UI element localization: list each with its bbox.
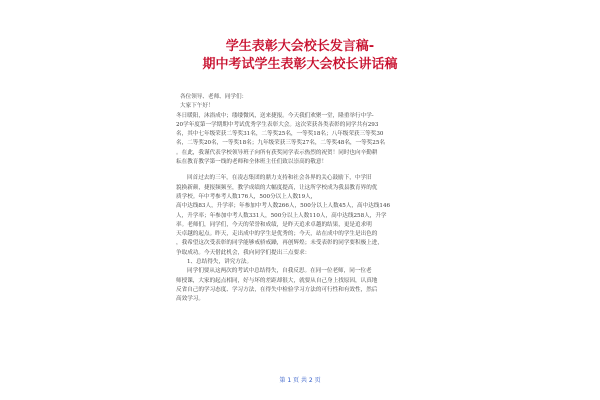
paragraph-line: 耘在教育教学第一线的老师和全体班主任们致以崇高的敬意！ bbox=[176, 159, 328, 166]
paragraph-line: 高中达线83人，升学率；年参加中考人数266人，500分以上人数45人，高中达线146 bbox=[176, 203, 391, 210]
paragraph-line: 反省自己的学习态度、学习方法，在得失中检验学习方法的可行性和有效性，然后 bbox=[176, 286, 378, 293]
greeting: 大家下午好！ bbox=[180, 103, 214, 110]
document-title-line-1: 学生表彰大会校长发言稿- bbox=[225, 39, 375, 54]
paragraph-line: 争取成功。今天借此机会，我向同学们提出三点要求： bbox=[176, 249, 311, 256]
section-heading: 1、总结得失，讲究方法。 bbox=[187, 259, 253, 266]
paragraph-line: 师授课，大家的起点相同，好与坏的差距却很大，就要从自己身上找原因，认真地 bbox=[176, 277, 378, 284]
paragraph-line: 质学校。年中考参考人数176人，500分以上人数19人， bbox=[176, 193, 317, 200]
paragraph-line: 。在此，我谨代表学校领导班子向所有获奖同学表示热烈的祝贺！同时也向辛勤耕 bbox=[176, 149, 378, 156]
paragraph-line: 人，升学率；年参加中考人数331人，500分以上人数110人，高中达线258人，升学 bbox=[176, 212, 387, 219]
paragraph-line: 高效学习。 bbox=[176, 296, 204, 303]
paragraph-line: 20学年度第一学期期中考试优秀学生表彰大会。这次荣获各类表彰的同学共有293 bbox=[176, 121, 379, 128]
paragraph-line: 冬日暖阳，沐浴成中；缕缕微风，送来捷报。今天我们欢聚一堂，隆重举行中学- bbox=[176, 112, 374, 119]
paragraph-line: 率。老师们，同学们，今天的荣誉和成绩，是昨天追求卓越的结果，更是追求明 bbox=[176, 221, 372, 228]
page-number: 第 1 页 共 2 页 bbox=[279, 377, 321, 384]
paragraph-line: ，我希望这次受表彰的同学能够戒骄戒躁，再创辉煌；未受表彰的同学要积极上进， bbox=[176, 240, 383, 247]
document-body bbox=[176, 93, 428, 305]
paragraph-line: 名，其中七年级荣获二等奖31名，二等奖25名，一等奖18名；八年级荣获三等奖30 bbox=[176, 131, 384, 138]
salutation: 各位领导、老师、同学们： bbox=[180, 94, 248, 100]
paragraph-line: 回首过去的三年，在凌志集团的鼎力支持和社会各界的关心鼓励下，中学旧 bbox=[187, 175, 372, 182]
paragraph-line: 天卓越的起点。昨天，走出成中的学生是优秀的；今天，站在成中的学生是出色的 bbox=[176, 231, 378, 238]
paragraph-line: 同学们要从这两次的考试中总结得失，自我反思。在同一位老师，同一位老 bbox=[187, 268, 372, 275]
paragraph-line: 名，二等奖20名，一等奖18名；九年级荣获三等奖27名，二等奖48名，一等奖25名 bbox=[176, 140, 385, 147]
document-title-line-2: 期中考试学生表彰大会校长讲话稿 bbox=[202, 57, 398, 72]
paragraph-line: 貌换新颜，捷报频频至，教学成绩的大幅度提高，让这所学校成为我县教育界的优 bbox=[176, 184, 378, 191]
